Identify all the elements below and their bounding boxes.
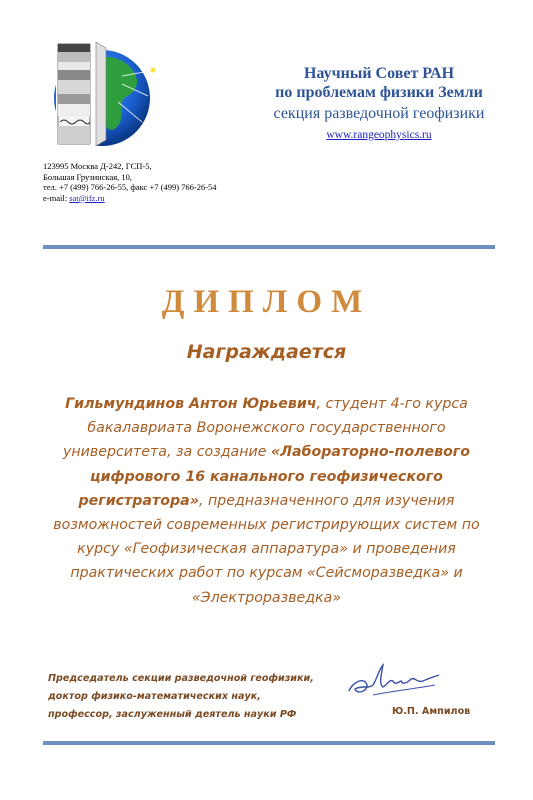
project-name: «Лабораторно-полевого цифрового 16 канального геофизического регистратора» <box>78 444 470 509</box>
diploma-title: ДИПЛОМ <box>161 284 372 320</box>
handwritten-signature-icon <box>343 655 443 703</box>
top-divider <box>43 245 495 249</box>
organization-header <box>245 64 513 143</box>
signatory-line1: Председатель секции разведочной геофизики, <box>48 673 314 684</box>
org-name-line2: по проблемам физики Земли <box>275 84 483 101</box>
award-text-part1: , студент 4-го курса бакалавриата Воронежского государственного университета, за создание <box>63 396 468 461</box>
address-block <box>43 161 217 203</box>
address-phone-line: тел. +7 (499) 766-26-55, факс +7 (499) 766-26-54 <box>43 182 217 193</box>
signatory-line2: доктор физико-математических наук, <box>48 691 261 702</box>
award-text-part2: , предназначенного для изучения возможностей современных регистрирующих систем по курсу «Геофизическая аппаратура» и проведения практических работ по курсам «Сейсморазведка» и «Электроразведка» <box>53 492 480 606</box>
address-line2: Большая Грузинская, 10, <box>43 171 133 182</box>
bottom-divider <box>43 741 495 745</box>
signatory-name: Ю.П. Ампилов <box>392 706 471 717</box>
award-text <box>40 392 493 610</box>
recipient-name: Гильмундинов Антон Юрьевич <box>65 396 317 412</box>
email-label: e-mail: <box>43 192 70 203</box>
address-line1: 123995 Москва Д-242, ГСП-5, <box>43 161 152 171</box>
signatory-title <box>48 670 314 724</box>
signatory-line3: профессор, заслуженный деятель науки РФ <box>48 709 297 720</box>
email-line <box>43 193 217 204</box>
org-name-line1: Научный Совет РАН <box>303 65 455 82</box>
awarded-heading: Награждается <box>186 341 347 363</box>
website-link[interactable]: www.rangeophysics.ru <box>326 129 432 141</box>
email-link[interactable]: sat@ifz.ru <box>69 192 105 203</box>
section-name: секция разведочной геофизики <box>273 105 485 122</box>
geophysics-logo-icon <box>52 36 160 152</box>
